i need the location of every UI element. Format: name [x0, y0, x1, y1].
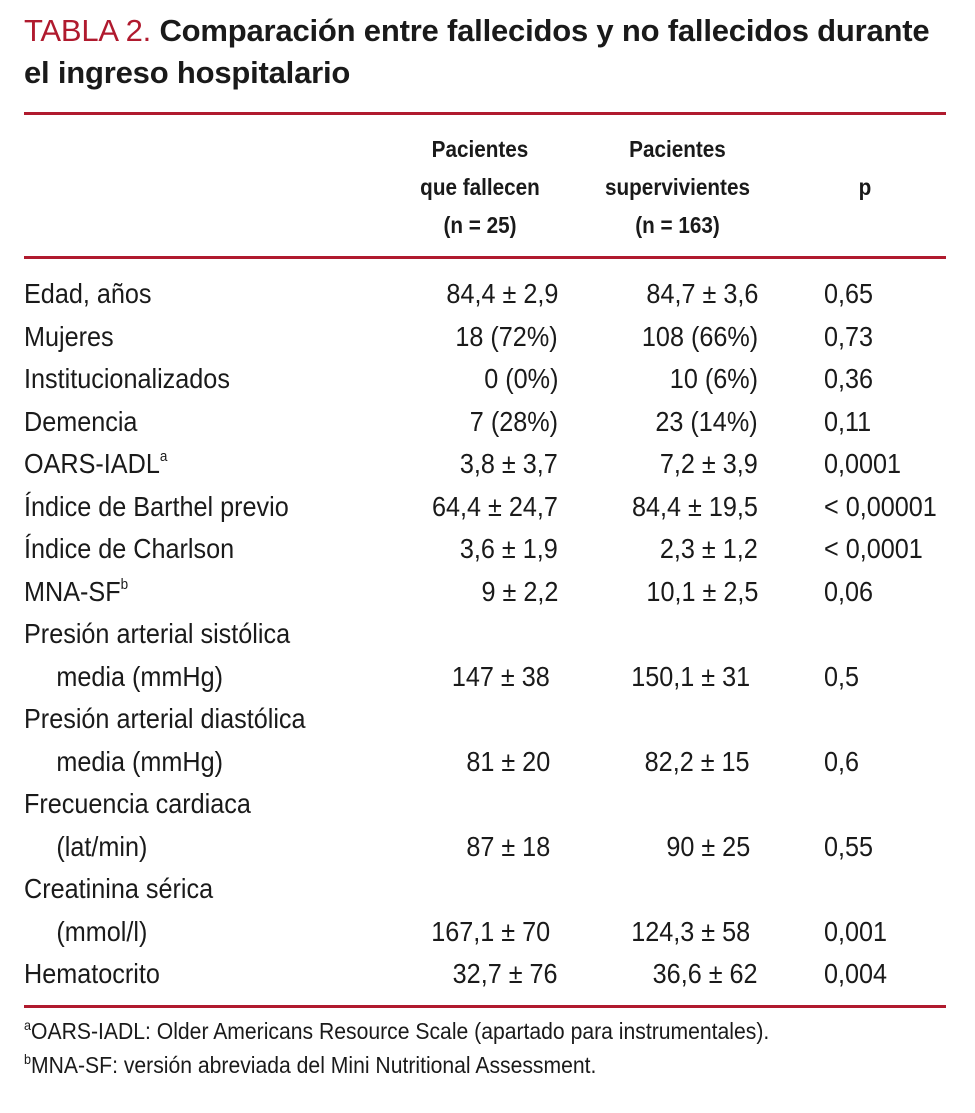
table-row: [24, 316, 946, 359]
value-survivors: 7,2 ± 3,9: [660, 448, 758, 479]
row-label: Hematocrito: [24, 958, 160, 989]
value-deceased: 7 (28%): [469, 405, 558, 437]
value-survivors: 90 ± 25: [666, 830, 750, 862]
value-p: 0,55: [824, 830, 874, 862]
table-row: [24, 953, 946, 996]
value-survivors: 150,1 ± 31: [631, 660, 750, 692]
value-deceased: 81 ± 20: [466, 745, 550, 777]
value-p: 0,11: [824, 405, 872, 437]
table-title: [24, 10, 954, 94]
row-label: Presión arterial sistólica media (mmHg): [24, 618, 291, 692]
value-deceased: 3,6 ± 1,9: [460, 533, 558, 564]
value-deceased: 3,8 ± 3,7: [460, 448, 558, 479]
value-p: 0,6: [824, 745, 860, 777]
column-header-survivors: Pacientes supervivientes (n = 163): [605, 136, 750, 238]
row-label: Institucionalizados: [24, 363, 230, 394]
value-p: 0,001: [824, 915, 888, 947]
table-row: [24, 528, 946, 571]
row-label: Índice de Barthel previo: [24, 490, 289, 522]
column-header-p: p: [858, 174, 872, 200]
value-deceased: 32,7 ± 76: [453, 958, 558, 989]
column-header-deceased: Pacientes que fallecen (n = 25): [420, 136, 540, 238]
row-label: OARS-IADL$^a$: [24, 448, 168, 479]
value-survivors: 23 (14%): [655, 405, 758, 437]
value-p: 0,004: [824, 958, 888, 989]
top-rule: [24, 112, 946, 115]
table-caption: Comparación entre fallecidos y no fallecidos durante el ingreso hospitalario: [24, 13, 930, 90]
footnote-b: $^b$MNA-SF: versión abreviada del Mini Nutritional Assessment.: [24, 1051, 597, 1078]
value-p: 0,5: [824, 660, 860, 692]
value-p: < 0,0001: [824, 533, 923, 564]
value-deceased: 9 ± 2,2: [481, 575, 558, 607]
value-survivors: 10,1 ± 2,5: [646, 575, 758, 607]
value-survivors: 84,4 ± 19,5: [632, 490, 758, 522]
value-p: 0,36: [824, 363, 874, 394]
footnote-mark: a: [159, 448, 168, 465]
row-label: Índice de Charlson: [24, 533, 235, 564]
value-deceased: 167,1 ± 70: [431, 915, 550, 947]
value-deceased: 0 (0%): [483, 363, 558, 394]
table-number: TABLA 2.: [24, 13, 152, 48]
value-survivors: 108 (66%): [641, 320, 758, 352]
value-deceased: 64,4 ± 24,7: [432, 490, 558, 522]
value-deceased: 147 ± 38: [452, 660, 550, 692]
table-row: [24, 273, 946, 316]
value-survivors: 2,3 ± 1,2: [660, 533, 758, 564]
row-label: Frecuencia cardiaca (lat/min): [24, 788, 251, 862]
value-survivors: 82,2 ± 15: [645, 745, 750, 777]
table-row: [24, 486, 946, 529]
row-label: MNA-$SF^b$: [24, 575, 129, 607]
value-p: 0,0001: [824, 448, 902, 479]
header-rule: [24, 256, 946, 259]
footnote-a: $^a$OARS-IADL: Older Americans Resource Scale (apartado para instrumentales).: [24, 1017, 770, 1044]
footnotes: [24, 1014, 942, 1082]
table-row: [24, 358, 946, 401]
table-row: [24, 613, 946, 698]
value-survivors: 36,6 ± 62: [653, 958, 758, 989]
value-survivors: 84,7 ± 3,6: [646, 278, 758, 309]
row-label: Edad, años: [24, 278, 152, 309]
table-row: [24, 443, 946, 486]
value-p: < 0,00001: [824, 490, 937, 522]
table-row: [24, 868, 946, 953]
value-deceased: 84,4 ± 2,9: [446, 278, 558, 309]
value-p: 0,06: [824, 575, 874, 607]
value-deceased: 18 (72%): [455, 320, 558, 352]
row-label: Demencia: [24, 405, 138, 437]
value-p: 0,65: [824, 278, 874, 309]
value-deceased: 87 ± 18: [466, 830, 550, 862]
footnote-mark: b: [120, 575, 129, 593]
row-label: Presión arterial diastólica media (mmHg): [24, 703, 306, 777]
row-label: Creatinina sérica (mmol/l): [24, 873, 214, 947]
row-label: Mujeres: [24, 320, 114, 352]
table-row: [24, 783, 946, 868]
value-survivors: 10 (6%): [669, 363, 758, 394]
value-survivors: 124,3 ± 58: [631, 915, 750, 947]
table-row: [24, 698, 946, 783]
value-p: 0,73: [824, 320, 874, 352]
bottom-rule: [24, 1005, 946, 1008]
table-row: [24, 401, 946, 444]
table-body: [24, 273, 946, 996]
table-row: [24, 571, 946, 614]
